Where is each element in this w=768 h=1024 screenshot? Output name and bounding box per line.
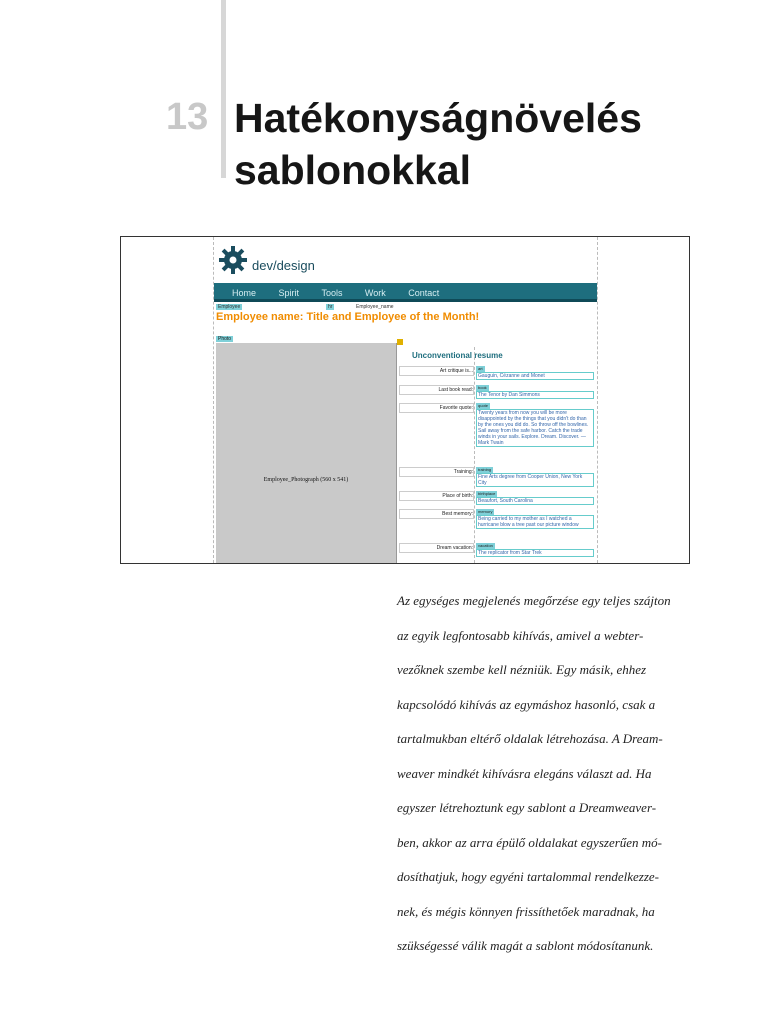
resume-row xyxy=(399,491,595,507)
region-tag: memory xyxy=(478,509,493,514)
region-tag: vacation xyxy=(478,543,493,548)
nav-item[interactable]: Home xyxy=(232,288,257,298)
anchor-icon xyxy=(397,339,403,345)
resume-row xyxy=(399,509,595,528)
paragraph-line: vezőknek szembe kell nézniük. Egy másik, ehhez xyxy=(397,662,647,677)
paragraph-line: szükségessé válik magát a sablont módosítanunk. xyxy=(397,938,654,953)
gear-icon xyxy=(218,245,248,275)
chapter-title-line: Hatékonyságnövelés xyxy=(234,95,642,141)
resume-row xyxy=(399,467,595,486)
intro-paragraph xyxy=(397,584,697,964)
resume-value xyxy=(476,385,594,399)
resume-row xyxy=(399,385,595,401)
resume-value xyxy=(476,509,594,529)
region-tag: book xyxy=(478,385,487,390)
nav-item[interactable]: Work xyxy=(364,288,386,298)
resume-label: Last book read: xyxy=(399,385,474,395)
resume-title: Unconventional resume xyxy=(412,351,503,360)
nav-item[interactable]: Tools xyxy=(321,288,343,298)
paragraph-line: az egyik legfontosabb kihívás, amivel a webter- xyxy=(397,627,644,643)
paragraph-line: weaver mindkét kihívásra elegáns választ ad. Ha xyxy=(397,765,652,781)
photo-label: Employee_Photograph (560 x 541) xyxy=(263,477,349,483)
region-tag: art xyxy=(478,366,483,371)
resume-label: Favorite quote: xyxy=(399,403,474,413)
chapter-title xyxy=(234,92,642,196)
resume-text[interactable]: Beaufort, South Carolina xyxy=(476,497,594,505)
resume-text[interactable]: The Tenor by Dan Simmons xyxy=(476,391,594,399)
resume-value xyxy=(476,366,594,380)
resume-text[interactable]: Fine Arts degree from Cooper Union, New York City xyxy=(476,473,594,487)
resume-text[interactable]: Being carried to my mother as I watched a hurricane blow a tree past our picture window xyxy=(476,515,594,529)
paragraph-line: kapcsolódó kihívás az egymáshoz hasonló, csak a xyxy=(397,696,656,712)
resume-text[interactable]: Gauguin, Cézanne and Monet xyxy=(476,372,594,380)
site-logo xyxy=(218,245,315,275)
logo-text: dev/design xyxy=(252,257,315,273)
employee-headline: Employee name: Title and Employee of the Month! xyxy=(216,311,480,323)
site-nav xyxy=(214,283,597,302)
resume-label: Best memory: xyxy=(399,509,474,519)
photo-placeholder xyxy=(216,343,397,563)
resume-value xyxy=(476,491,594,505)
chapter-number: 13 xyxy=(166,96,209,138)
region-tag: quote xyxy=(478,403,489,408)
chapter-divider xyxy=(221,0,226,178)
resume-label: Dream vacation: xyxy=(399,543,474,553)
paragraph-line: dosíthatjuk, hogy egyéni tartalommal rendelkezze- xyxy=(397,869,659,884)
resume-row xyxy=(399,403,595,463)
resume-label: Training: xyxy=(399,467,474,477)
region-tag: training xyxy=(478,467,492,472)
region-tag: Employee xyxy=(218,304,241,310)
nav-item[interactable]: Contact xyxy=(408,288,440,298)
paragraph-line: ben, akkor az arra épülő oldalakat egyszerűen mó- xyxy=(397,834,663,850)
nav-item[interactable]: Spirit xyxy=(278,288,299,298)
resume-text[interactable]: Twenty years from now you will be more disappointed by the things that you didn't do than by the ones you did do. So throw off the bowlines. Sail away from the safe harbor. Catch the trade winds in your sails. Explore. Dream. Discover. — Mark Twain xyxy=(476,409,594,447)
region-tag: Employee_name xyxy=(356,304,394,310)
paragraph-line: Az egységes megjelenés megőrzése egy teljes szájton xyxy=(397,593,671,608)
resume-value xyxy=(476,403,594,447)
resume-value xyxy=(476,467,594,487)
region-tag: Photo xyxy=(218,336,232,342)
resume-label: Place of birth: xyxy=(399,491,474,501)
paragraph-line: tartalmukban eltérő oldalak létrehozása. A Dream- xyxy=(397,731,663,746)
template-page xyxy=(213,237,598,563)
resume-label: Art critique is... xyxy=(399,366,474,376)
dreamweaver-screenshot xyxy=(120,236,690,564)
resume-value xyxy=(476,543,594,557)
resume-row xyxy=(399,543,595,559)
paragraph-line: egyszer létrehoztunk egy sablont a Dreamweaver- xyxy=(397,800,657,815)
region-tag: hr xyxy=(328,304,333,310)
chapter-title-line: sablonokkal xyxy=(234,147,471,193)
region-tag: birthplace xyxy=(478,491,496,496)
resume-text[interactable]: The replicator from Star Trek xyxy=(476,549,594,557)
resume-row xyxy=(399,366,595,382)
paragraph-line: nek, és mégis könnyen frissíthetőek maradnak, ha xyxy=(397,903,655,919)
